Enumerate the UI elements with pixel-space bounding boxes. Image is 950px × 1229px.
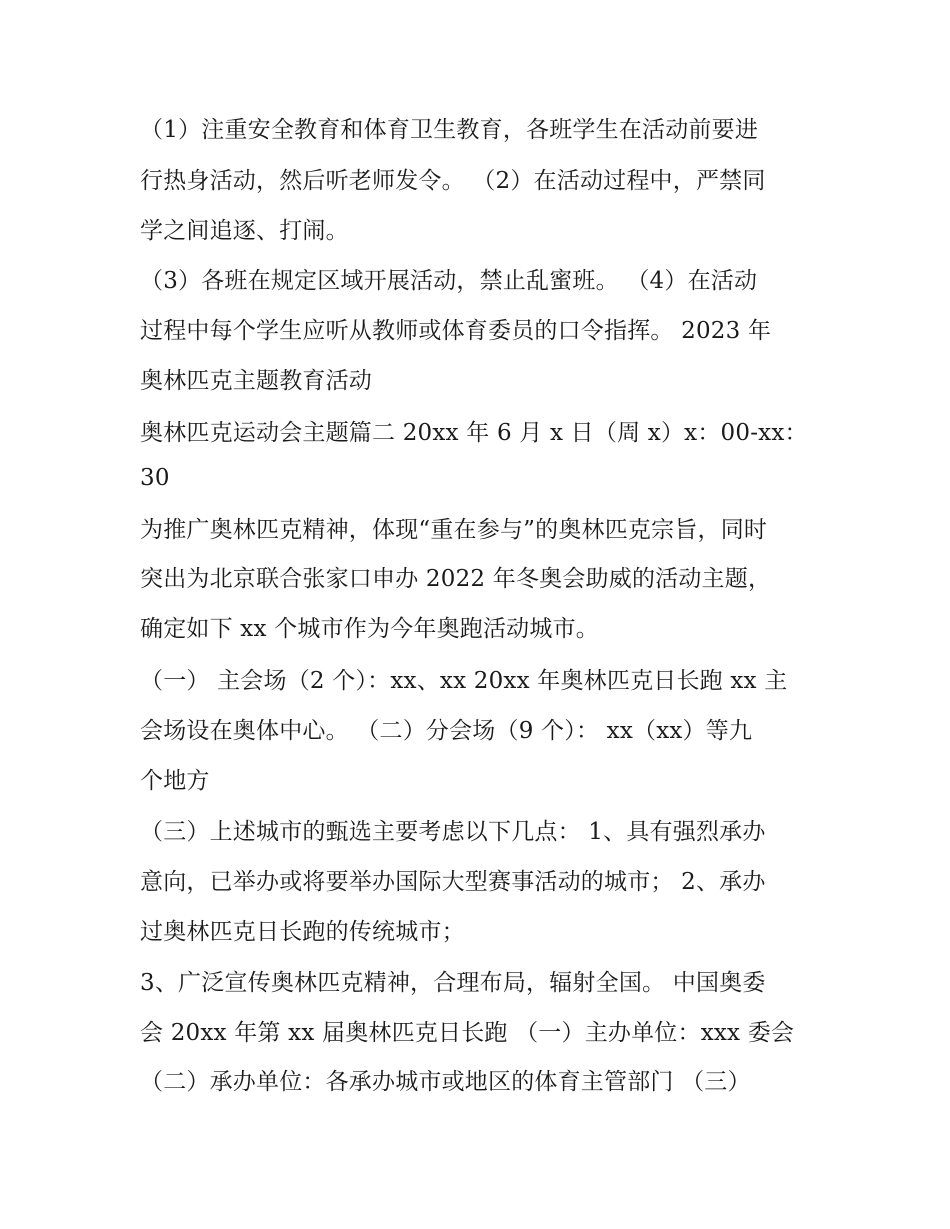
text-line: 突出为北京联合张家口申办 2022 年冬奥会助威的活动主题，	[140, 566, 772, 592]
text-line: 30	[140, 465, 170, 491]
text-line: （1）注重安全教育和体育卫生教育，各班学生在活动前要进	[140, 117, 759, 143]
text-line: 确定如下 xx 个城市作为今年奥跑活动城市。	[140, 616, 599, 642]
text-line: 会场设在奥体中心。 （二）分会场（9 个）： xx（xx）等九	[140, 718, 753, 744]
text-line: 行热身活动，然后听老师发令。 （2）在活动过程中，严禁同	[140, 168, 766, 194]
text-line: 会 20xx 年第 xx 届奥林匹克日长跑 （一）主办单位：xxx 委会	[140, 1020, 795, 1046]
text-line: （二）承办单位：各承办城市或地区的体育主管部门 （三）	[140, 1069, 751, 1095]
text-line: 为推广奥林匹克精神，体现“重在参与”的奥林匹克宗旨，同时	[140, 517, 768, 543]
text-line: （一） 主会场（2 个）：xx、xx 20xx 年奥林匹克日长跑 xx 主	[140, 668, 788, 694]
text-line: 3、广泛宣传奥林匹克精神，合理布局，辐射全国。 中国奥委	[140, 970, 766, 996]
text-line: 奥林匹克主题教育活动	[140, 368, 372, 394]
text-line: 学之间追逐、打闹。	[140, 218, 349, 244]
text-line: （3）各班在规定区域开展活动，禁止乱蜜班。 （4）在活动	[140, 268, 758, 294]
text-line: （三）上述城市的甄选主要考虑以下几点： 1、具有强烈承办	[140, 819, 766, 845]
text-line: 过奥林匹克日长跑的传统城市；	[140, 919, 465, 945]
text-line: 意向，已举办或将要举办国际大型赛事活动的城市； 2、承办	[140, 869, 766, 895]
text-line: 个地方	[140, 768, 210, 794]
text-line: 奥林匹克运动会主题篇二 20xx 年 6 月 x 日（周 x）x：00-xx：	[140, 420, 808, 446]
text-line: 过程中每个学生应听从教师或体育委员的口令指挥。 2023 年	[140, 318, 772, 344]
